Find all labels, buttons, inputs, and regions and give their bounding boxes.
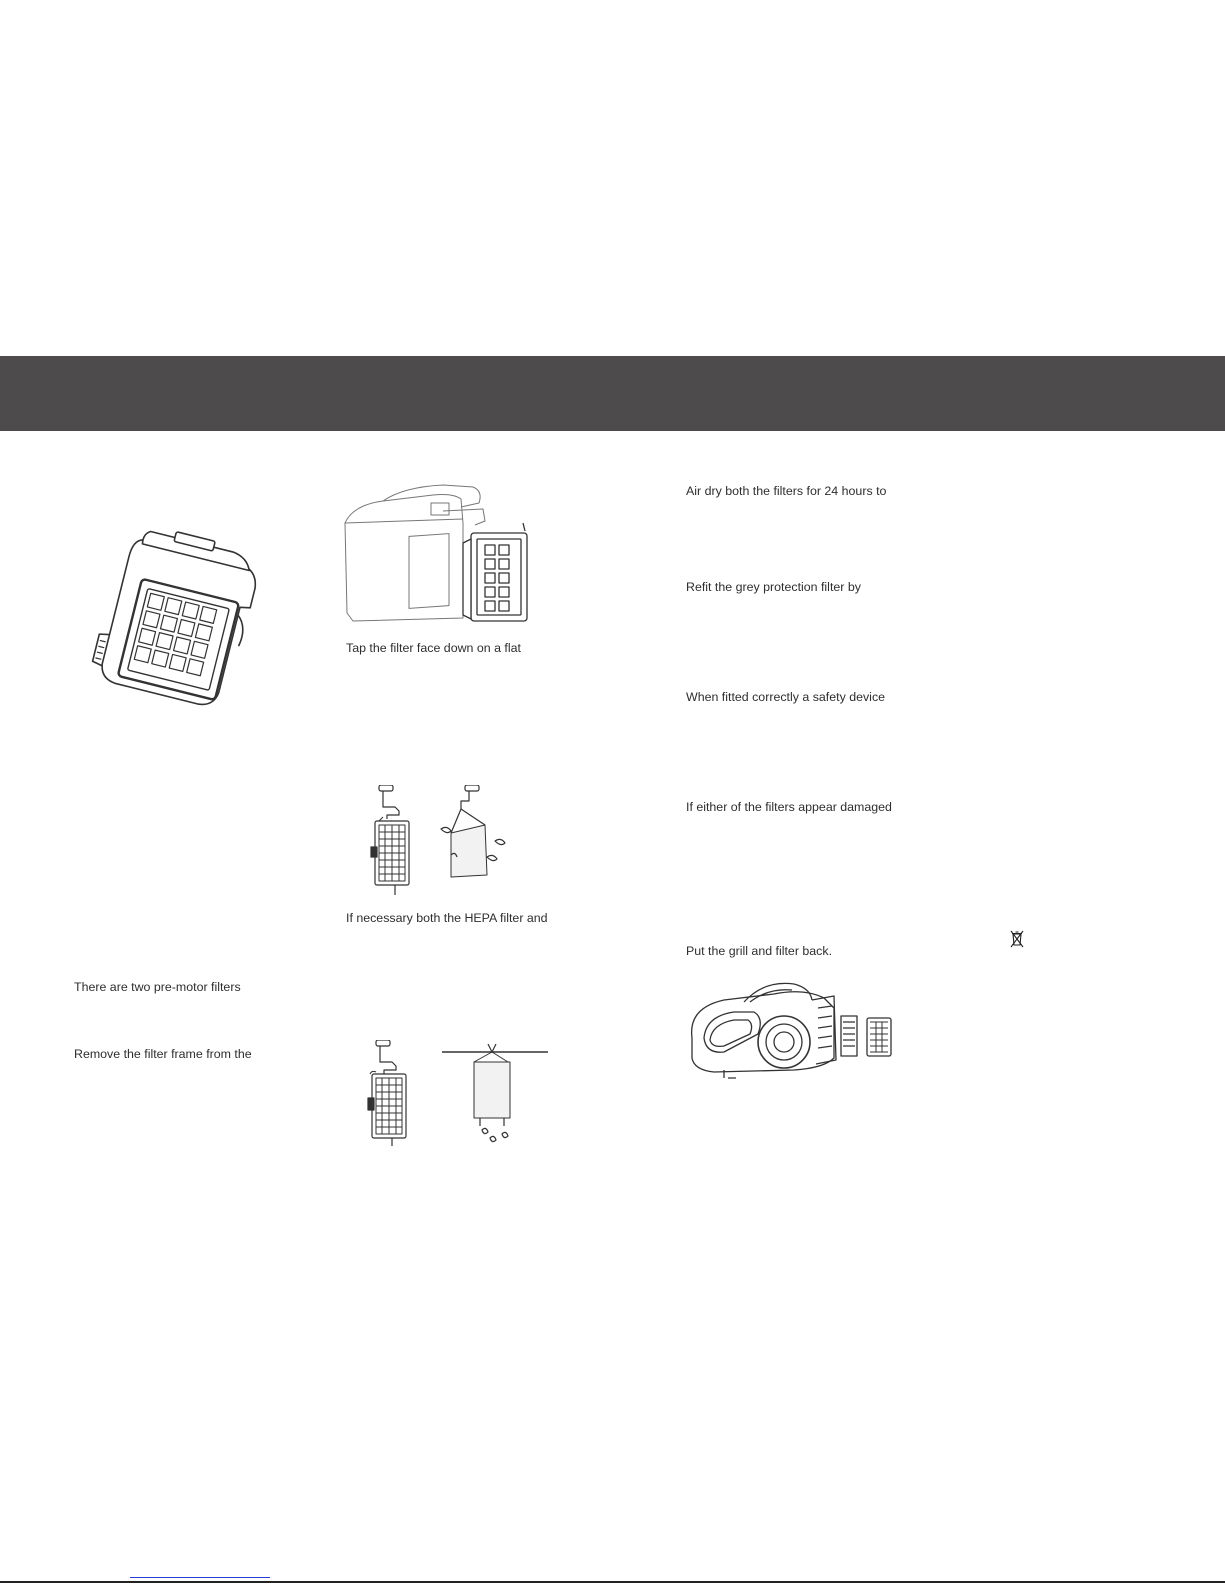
vacuum-grill-filter-illustration bbox=[684, 978, 899, 1083]
air-dry-text: Air dry both the filters for 24 hours to bbox=[686, 484, 887, 498]
dust-container-hepa-illustration bbox=[85, 530, 260, 710]
pre-motor-filters-text: There are two pre-motor filters bbox=[74, 980, 241, 994]
damaged-filters-text: If either of the filters appear damaged bbox=[686, 800, 892, 814]
section-header-band bbox=[0, 356, 1225, 431]
footer-link-underline bbox=[130, 1577, 270, 1578]
tap-filter-text: Tap the filter face down on a flat bbox=[346, 641, 521, 655]
grill-filter-back-text: Put the grill and filter back. bbox=[686, 944, 833, 958]
refit-filter-text: Refit the grey protection filter by bbox=[686, 580, 861, 594]
rinse-filters-illustration-1 bbox=[365, 785, 525, 897]
rinse-and-hang-dry-illustration bbox=[362, 1040, 552, 1150]
remove-filter-frame-text: Remove the filter frame from the bbox=[74, 1047, 252, 1061]
hepa-rinse-text: If necessary both the HEPA filter and bbox=[346, 911, 548, 925]
safety-device-text: When fitted correctly a safety device bbox=[686, 690, 886, 704]
tap-filter-illustration bbox=[343, 483, 533, 628]
crossed-out-bin-icon bbox=[1010, 930, 1024, 948]
bottom-rule bbox=[0, 1581, 1225, 1583]
